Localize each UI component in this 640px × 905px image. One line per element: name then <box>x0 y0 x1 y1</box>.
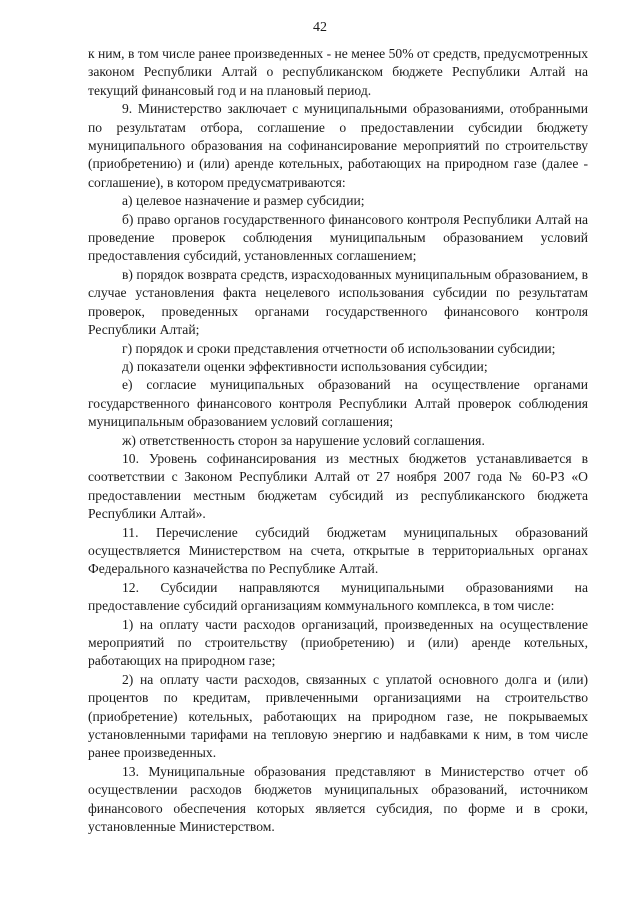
list-item-d: д) показатели оценки эффективности использования субсидии; <box>122 358 488 374</box>
paragraph-10: 10. Уровень софинансирования из местных бюджетов устанавливается в соответствии с Законом Республики Алтай от 27 ноября 2007 года № 60-РЗ «О предоставлении местным бюджетам субсидий из республиканского бюджета Республики Алтай». <box>88 450 588 522</box>
paragraph-13: 13. Муниципальные образования представляют в Министерство отчет об осуществлении расходов бюджетов муниципальных образований, источником финансового обеспечения которых является субсидия, по форме и в сроки, установленные Министерством. <box>88 763 588 835</box>
list-item-b: б) право органов государственного финансового контроля Республики Алтай на проведение проверок соблюдения муниципальным образованием условий предоставления субсидий, установленных соглашением; <box>88 211 588 264</box>
list-item-a: а) целевое назначение и размер субсидии; <box>122 193 365 209</box>
list-item-e: е) согласие муниципальных образований на осуществление органами государственного финансового контроля Республики Алтай проверок соблюдения муниципальным образованием условий соглашения; <box>88 377 588 430</box>
list-item-v: в) порядок возврата средств, израсходованных муниципальным образованием, в случае установления факта нецелевого использования субсидии по результатам проверок, проведенных органами государственного финансового контроля Республики Алтай; <box>88 266 588 338</box>
paragraph-9: 9. Министерство заключает с муниципальными образованиями, отобранными по результатам отбора, соглашение о предоставлении субсидии бюджету муниципального образования на софинансирование мероприятий по строительству (приобретению) и (или) аренде котельных, работающих на природном газе (далее - соглашение), в котором предусматриваются: <box>88 101 588 190</box>
list-item-2: 2) на оплату части расходов, связанных с уплатой основного долга и (или) процентов по кредитам, привлеченными организациями на строительство (приобретение) котельных, работающих на природном газе, не покрываемых установленными тарифами на тепловую энергию и надбавками к ним, в том числе ранее произведенных. <box>88 671 588 761</box>
paragraph-12: 12. Субсидии направляются муниципальными образованиями на предоставление субсидий организациям коммунального комплекса, в том числе: <box>88 579 588 614</box>
paragraph-continuation: к ним, в том числе ранее произведенных - не менее 50% от средств, предусмотренных законом Республики Алтай о республиканском бюджете Республики Алтай на текущий финансовый год и на плановый период. <box>88 46 588 98</box>
document-body <box>88 45 588 836</box>
paragraph-11: 11. Перечисление субсидий бюджетам муниципальных образований осуществляется Министерством на счета, открытые в территориальных органах Федерального казначейства по Республике Алтай. <box>88 524 588 577</box>
list-item-g: г) порядок и сроки представления отчетности об использовании субсидии; <box>122 340 556 356</box>
list-item-1: 1) на оплату части расходов организаций, произведенных на осуществление мероприятий по строительству (приобретению) и (или) аренде котельных, работающих на природном газе; <box>88 616 588 669</box>
list-item-zh: ж) ответственность сторон за нарушение условий соглашения. <box>122 432 485 448</box>
page-number: 42 <box>313 20 327 35</box>
